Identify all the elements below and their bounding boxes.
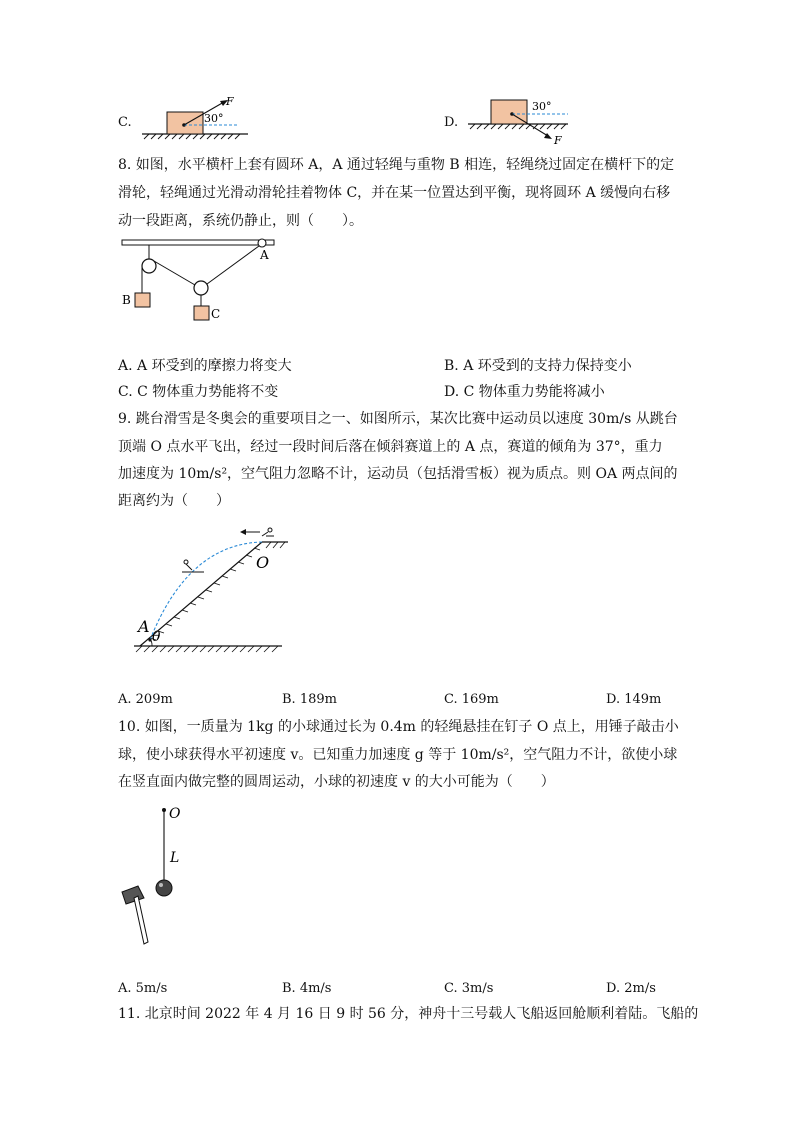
q7-d-figure	[464, 92, 594, 148]
q10-option-d: D. 2m/s	[606, 981, 656, 996]
force-label: F	[554, 134, 562, 147]
q9-line-2: 顶端 O 点水平飞出，经过一段时间后落在倾斜赛道上的 A 点，赛道的倾角为 37°，重力	[118, 439, 663, 455]
q9-figure	[128, 522, 293, 654]
q9-line-1: 9. 跳台滑雪是冬奥会的重要项目之一、如图所示，某次比赛中运动员以速度 30m/s 从跳台	[118, 411, 678, 427]
label-l: L	[170, 850, 180, 866]
q10-line-2: 球，使小球获得水平初速度 v。已知重力加速度 g 等于 10m/s²，空气阻力不计，欲使小球	[118, 747, 678, 763]
q11-line-1: 11. 北京时间 2022 年 4 月 16 日 9 时 56 分，神舟十三号载人飞船返回舱顺利着陆。飞船的	[118, 1006, 699, 1022]
block	[167, 112, 203, 134]
fixed-pulley	[142, 259, 156, 273]
q8-line-1: 8. 如图，水平横杆上套有圆环 A，A 通过轻绳与重物 B 相连，轻绳绕过固定在横杆下的定	[118, 157, 675, 173]
q7-c-figure	[138, 92, 268, 144]
q8-figure	[118, 236, 280, 326]
moving-pulley	[194, 281, 208, 295]
label-c: C	[211, 307, 221, 321]
block-c	[194, 306, 209, 320]
q8-line-2: 滑轮，轻绳通过光滑动滑轮挂着物体 C，并在某一位置达到平衡，现将圆环 A 缓慢向右移	[118, 185, 671, 201]
q10-line-1: 10. 如图，一质量为 1kg 的小球通过长为 0.4m 的轻绳悬挂在钉子 O 点上，用锤子敲击小	[118, 719, 679, 735]
hammer	[122, 886, 148, 944]
q10-figure	[112, 800, 202, 948]
q8-option-c: C. C 物体重力势能将不变	[118, 384, 279, 400]
label-a: A	[138, 617, 150, 636]
angle-label: 30°	[204, 112, 224, 125]
q8-option-d: D. C 物体重力势能将减小	[444, 384, 605, 400]
q8-line-3: 动一段距离，系统仍静止，则（ ）。	[118, 213, 363, 229]
q9-option-d: D. 149m	[606, 692, 662, 707]
q9-line-3: 加速度为 10m/s²，空气阻力忽略不计，运动员（包括滑雪板）视为质点。则 OA 两点间的	[118, 466, 678, 482]
label-theta: θ	[152, 629, 161, 645]
q9-line-4: 距离约为（ ）	[118, 493, 230, 509]
ball	[156, 880, 172, 896]
force-label: F	[226, 95, 234, 108]
q10-line-3: 在竖直面内做完整的圆周运动，小球的初速度 v 的大小可能为（ ）	[118, 774, 555, 790]
q8-option-b: B. A 环受到的支持力保持变小	[444, 358, 632, 374]
ring-a	[258, 239, 266, 247]
q9-option-b: B. 189m	[282, 692, 337, 707]
label-o: O	[256, 553, 270, 572]
skier-mid	[182, 560, 204, 572]
label-a: A	[260, 248, 269, 262]
q7-option-d	[444, 92, 594, 148]
q9-option-a: A. 209m	[118, 692, 173, 707]
q8-option-a: A. A 环受到的摩擦力将变大	[118, 358, 292, 374]
block-b	[135, 293, 150, 307]
angle-label: 30°	[532, 100, 552, 113]
option-letter: C.	[118, 115, 132, 130]
label-o: O	[169, 806, 181, 822]
q7-option-c	[118, 92, 258, 144]
label-b: B	[122, 293, 131, 307]
option-letter: D.	[444, 115, 459, 130]
q10-option-b: B. 4m/s	[282, 981, 332, 996]
q9-option-c: C. 169m	[444, 692, 499, 707]
q10-option-c: C. 3m/s	[444, 981, 494, 996]
skier-top	[262, 528, 274, 536]
q10-option-a: A. 5m/s	[118, 981, 168, 996]
